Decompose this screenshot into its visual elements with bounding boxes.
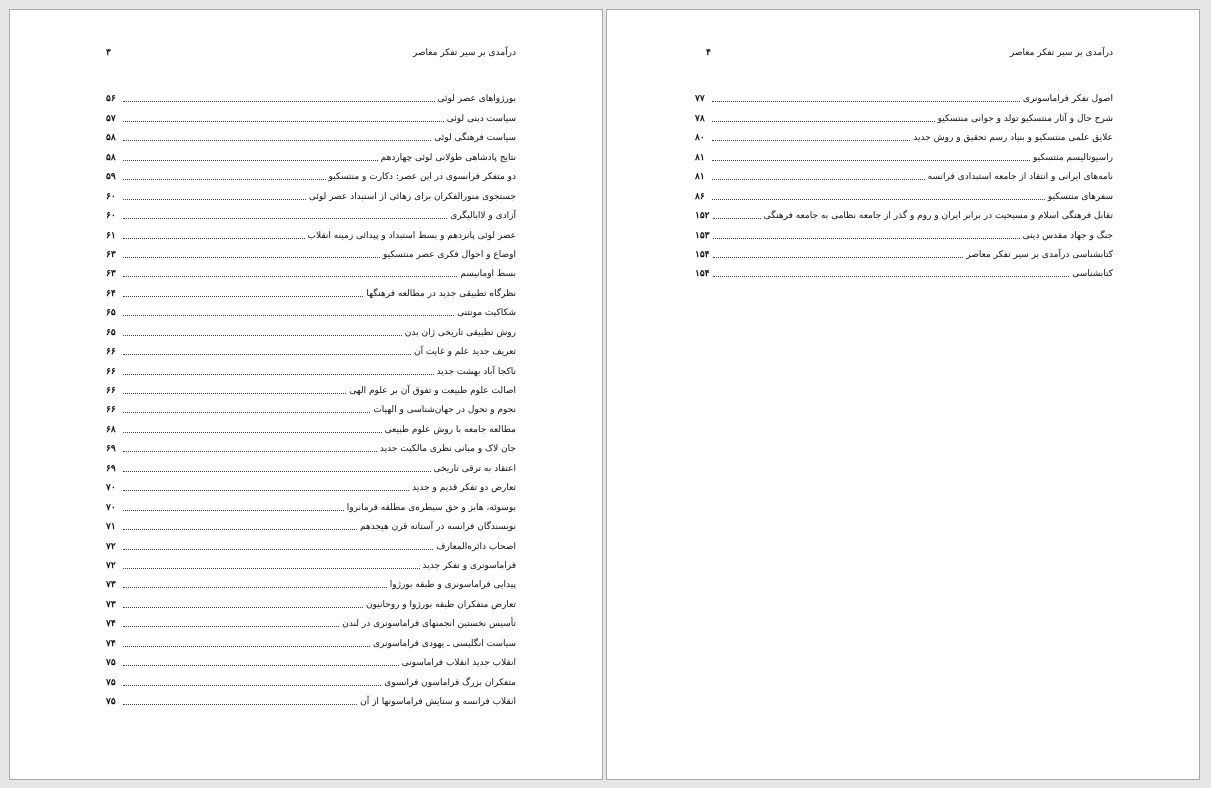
- toc-entry: [106, 105, 516, 124]
- toc-entry-title: جنگ و جهاد مقدس دینی: [1022, 230, 1113, 241]
- toc-entry-page-number: ۷۳: [106, 599, 116, 610]
- toc-entry-title: نتایج پادشاهی طولانی لوئی چهاردهم: [380, 152, 516, 163]
- toc-entry: [106, 669, 516, 688]
- toc-entry: [106, 261, 516, 280]
- dot-leader: [713, 218, 761, 219]
- dot-leader: [123, 549, 433, 550]
- toc-entry-page-number: ۱۵۳: [695, 230, 710, 241]
- toc-entry-title: علایق علمی منتسکیو و بنیاد رسم تحقیق و روش جدید: [913, 133, 1113, 144]
- dot-leader: [123, 412, 370, 413]
- toc-entry-title: بوسوئه، هابز و حق سیطره‌ی مطلقه فرمانروا: [346, 502, 516, 513]
- toc-entry-title: جستجوی منورالفکران برای رهائی از استبداد عصر لوئی: [308, 191, 516, 202]
- toc-entry-title: ناکجا آباد بهشت جدید: [436, 366, 516, 377]
- dot-leader: [123, 510, 344, 511]
- toc-entry-title: روش تطبیقی تاریخی ژان بدن: [404, 327, 516, 338]
- toc-entry: [106, 591, 516, 610]
- toc-entry-title: اصحاب دائره‌المعارف: [436, 541, 516, 552]
- toc-entry: [106, 630, 516, 649]
- dot-leader: [712, 101, 1020, 102]
- toc-entry-page-number: ۱۵۴: [695, 269, 710, 280]
- toc-entry-title: راسیونالیسم منتسکیو: [1033, 152, 1113, 163]
- toc-entry: [695, 261, 1113, 280]
- toc-entry-title: تعارض متفکران طبقه بورژوا و روحانیون: [365, 599, 516, 610]
- toc-entry: [695, 105, 1113, 124]
- toc-entry-page-number: ۵۷: [106, 113, 116, 124]
- toc-entry: [106, 280, 516, 299]
- document-page-left: [9, 9, 603, 780]
- toc-entry-title: کتابشناسی: [1072, 269, 1113, 280]
- toc-entry-page-number: ۸۱: [695, 152, 705, 163]
- toc-entry-title: تأسیس نخستین انجمنهای فراماسونری در لندن: [342, 619, 516, 630]
- toc-entry-page-number: ۶۴: [106, 288, 116, 299]
- toc-entry-title: اعتقاد به ترقی تاریخی: [433, 463, 516, 474]
- dot-leader: [712, 121, 935, 122]
- toc-entry-page-number: ۶۰: [106, 211, 116, 222]
- toc-entry-title: اوضاع و احوال فکری عصر منتسکیو: [382, 249, 516, 260]
- dot-leader: [123, 276, 457, 277]
- toc-entry-page-number: ۷۳: [106, 580, 116, 591]
- dot-leader: [123, 490, 409, 491]
- dot-leader: [712, 199, 1045, 200]
- running-title: درآمدی بر سیر تفکر معاصر: [1009, 48, 1113, 58]
- toc-entry-title: انقلاب فرانسه و ستایش فراماسونها از آن: [360, 697, 516, 707]
- toc-entry: [106, 300, 516, 319]
- toc-entry-page-number: ۷۸: [695, 113, 705, 124]
- dot-leader: [123, 374, 434, 375]
- toc-entry: [695, 222, 1113, 241]
- toc-entry-page-number: ۸۱: [695, 172, 705, 183]
- toc-entry: [106, 319, 516, 338]
- toc-entry-page-number: ۵۸: [106, 152, 116, 163]
- toc-entry-page-number: ۷۷: [695, 94, 705, 105]
- toc-entry-page-number: ۷۴: [106, 638, 116, 649]
- toc-entry: [106, 339, 516, 358]
- toc-entry-title: تعریف جدید علم و غایت آن: [413, 347, 516, 358]
- toc-entry-title: نظرگاه تطبیقی جدید در مطالعه فرهنگها: [366, 288, 516, 299]
- toc-entry-page-number: ۸۶: [695, 191, 705, 202]
- toc-entry-page-number: ۶۶: [106, 386, 116, 396]
- toc-entry-title: سیاست دینی لوئی: [446, 113, 516, 124]
- toc-entry-page-number: ۶۹: [106, 444, 116, 455]
- toc-entry: [106, 416, 516, 435]
- dot-leader: [123, 257, 380, 258]
- toc-entry: [695, 242, 1113, 261]
- toc-entry-page-number: ۱۵۲: [695, 211, 710, 222]
- toc-entry-title: تعارض دو تفکر قدیم و جدید: [412, 483, 516, 494]
- dot-leader: [123, 432, 382, 433]
- toc-entry-page-number: ۶۵: [106, 327, 116, 338]
- dot-leader: [712, 179, 925, 180]
- toc-entry: [106, 378, 516, 397]
- toc-entry-page-number: ۶۶: [106, 405, 116, 416]
- dot-leader: [123, 626, 339, 627]
- toc-entry: [106, 358, 516, 377]
- toc-entry: [106, 572, 516, 591]
- dot-leader: [123, 160, 378, 161]
- toc-entry-page-number: ۷۵: [106, 677, 116, 688]
- toc-entry-page-number: ۶۶: [106, 366, 116, 377]
- dot-leader: [123, 393, 346, 394]
- toc-entry: [695, 144, 1113, 163]
- toc-entry: [106, 242, 516, 261]
- toc-entry-page-number: ۷۵: [106, 658, 116, 669]
- toc-entry: [106, 475, 516, 494]
- dot-leader: [123, 238, 305, 239]
- toc-entry-page-number: ۶۱: [106, 230, 116, 241]
- dot-leader: [712, 160, 1030, 161]
- toc-entry-title: دو متفکر فرانسوی در این عصر: دکارت و منتسکیو: [328, 172, 516, 183]
- toc-entry: [106, 514, 516, 533]
- dot-leader: [123, 587, 387, 588]
- dot-leader: [123, 121, 444, 122]
- toc-entry: [106, 650, 516, 669]
- dot-leader: [123, 607, 363, 608]
- toc-entry: [106, 611, 516, 630]
- page-number: ۳: [106, 48, 111, 58]
- dot-leader: [712, 140, 910, 141]
- toc-entry-page-number: ۷۲: [106, 560, 116, 571]
- running-title: درآمدی بر سیر تفکر معاصر: [412, 48, 516, 58]
- dot-leader: [123, 451, 377, 452]
- dot-leader: [123, 140, 431, 141]
- dot-leader: [123, 179, 326, 180]
- toc-entry: [695, 86, 1113, 105]
- toc-entry-title: بورژواهای عصر لوئی: [437, 94, 516, 105]
- toc-entry: [106, 164, 516, 183]
- toc-entry: [106, 689, 516, 708]
- dot-leader: [123, 218, 447, 219]
- dot-leader: [123, 315, 454, 316]
- toc-entry-title: مطالعه جامعه با روش علوم طبیعی: [384, 424, 516, 435]
- toc-entry: [106, 144, 516, 163]
- toc-entry-title: عصر لوئی پانزدهم و بسط استبداد و پیدائی زمینه انقلاب: [307, 230, 516, 241]
- toc-entry: [106, 533, 516, 552]
- toc-entry-title: پیدایی فراماسونری و طبقه بورژوا: [389, 580, 516, 591]
- toc-entry-title: جان لاک و مبانی نظری مالکیت جدید: [379, 444, 516, 455]
- toc-entry: [695, 164, 1113, 183]
- toc-entry: [106, 203, 516, 222]
- toc-entry-title: بسط اومانیسم: [460, 269, 516, 280]
- toc-entry-page-number: ۶۵: [106, 308, 116, 319]
- toc-entry-page-number: ۷۵: [106, 697, 116, 707]
- dot-leader: [123, 665, 399, 666]
- toc-entry-page-number: ۷۲: [106, 541, 116, 552]
- toc-entry: [106, 455, 516, 474]
- toc-entry-page-number: ۶۶: [106, 347, 116, 358]
- toc-entry-title: تقابل فرهنگی اسلام و مسیحیت در برابر ایران و روم و گذر از جامعه نظامی به جامعه فرهنگی: [763, 211, 1113, 222]
- toc-entry-title: سفرهای منتسکیو: [1047, 191, 1113, 202]
- dot-leader: [123, 704, 357, 705]
- toc-entry: [106, 397, 516, 416]
- toc-entry: [106, 494, 516, 513]
- toc-entry-page-number: ۶۸: [106, 424, 116, 435]
- toc-entry-title: کتابشناسی درآمدی بر سیر تفکر معاصر: [966, 249, 1113, 260]
- table-of-contents: [695, 86, 1113, 280]
- toc-entry-title: فراماسونری و تفکر جدید: [422, 560, 516, 571]
- toc-entry: [106, 86, 516, 105]
- page-number: ۴: [706, 48, 711, 58]
- document-page-right: [606, 9, 1200, 780]
- toc-entry-page-number: ۶۳: [106, 249, 116, 260]
- toc-entry-page-number: ۶۳: [106, 269, 116, 280]
- toc-entry: [106, 436, 516, 455]
- toc-entry-title: اصالت علوم طبیعت و تفوق آن بر علوم الهی: [349, 386, 516, 396]
- dot-leader: [123, 529, 357, 530]
- toc-entry-title: سیاست انگلیسی ـ یهودی فراماسونری: [372, 638, 516, 649]
- toc-entry: [106, 125, 516, 144]
- toc-entry: [695, 125, 1113, 144]
- toc-entry-title: نجوم و تحول در جهان‌شناسی و الهیات: [373, 405, 516, 416]
- toc-entry-page-number: ۷۱: [106, 522, 116, 533]
- dot-leader: [713, 257, 964, 258]
- toc-entry-page-number: ۵۶: [106, 94, 116, 105]
- toc-entry-page-number: ۶۹: [106, 463, 116, 474]
- dot-leader: [123, 471, 431, 472]
- toc-entry-page-number: ۶۰: [106, 191, 116, 202]
- dot-leader: [713, 276, 1070, 277]
- dot-leader: [123, 335, 402, 336]
- toc-entry-page-number: ۵۸: [106, 133, 116, 144]
- toc-entry: [106, 183, 516, 202]
- running-header: [607, 48, 1199, 62]
- toc-entry: [106, 553, 516, 572]
- dot-leader: [123, 354, 411, 355]
- dot-leader: [123, 568, 420, 569]
- toc-entry-title: سیاست فرهنگی لوئی: [434, 133, 516, 144]
- toc-entry-title: انقلاب جدید انقلاب فراماسونی: [401, 658, 516, 669]
- toc-entry: [695, 183, 1113, 202]
- toc-entry-page-number: ۸۰: [695, 133, 705, 144]
- toc-entry-page-number: ۷۰: [106, 483, 116, 494]
- table-of-contents: [106, 86, 516, 708]
- toc-entry-title: آزادی و لاابالیگری: [450, 211, 516, 222]
- toc-entry-title: اصول تفکر فراماسونری: [1022, 94, 1113, 105]
- toc-entry-title: نویسندگان فرانسه در آستانه قرن هیجدهم: [360, 522, 516, 533]
- toc-entry-title: نامه‌های ایرانی و انتقاد از جامعه استبدادی فرانسه: [927, 172, 1113, 183]
- toc-entry-title: شرح حال و آثار منتسکیو تولد و جوانی منتسکیو: [937, 113, 1113, 124]
- dot-leader: [713, 238, 1020, 239]
- running-header: [10, 48, 602, 62]
- toc-entry-page-number: ۷۴: [106, 619, 116, 630]
- dot-leader: [123, 296, 363, 297]
- toc-entry-page-number: ۱۵۴: [695, 249, 710, 260]
- toc-entry-page-number: ۵۹: [106, 172, 116, 183]
- toc-entry-page-number: ۷۰: [106, 502, 116, 513]
- dot-leader: [123, 685, 381, 686]
- toc-entry-title: شکاکیت مونتنی: [457, 308, 516, 319]
- dot-leader: [123, 101, 435, 102]
- dot-leader: [123, 199, 306, 200]
- toc-entry: [695, 203, 1113, 222]
- toc-entry-title: متفکران بزرگ فراماسون فرانسوی: [384, 677, 516, 688]
- dot-leader: [123, 646, 370, 647]
- toc-entry: [106, 222, 516, 241]
